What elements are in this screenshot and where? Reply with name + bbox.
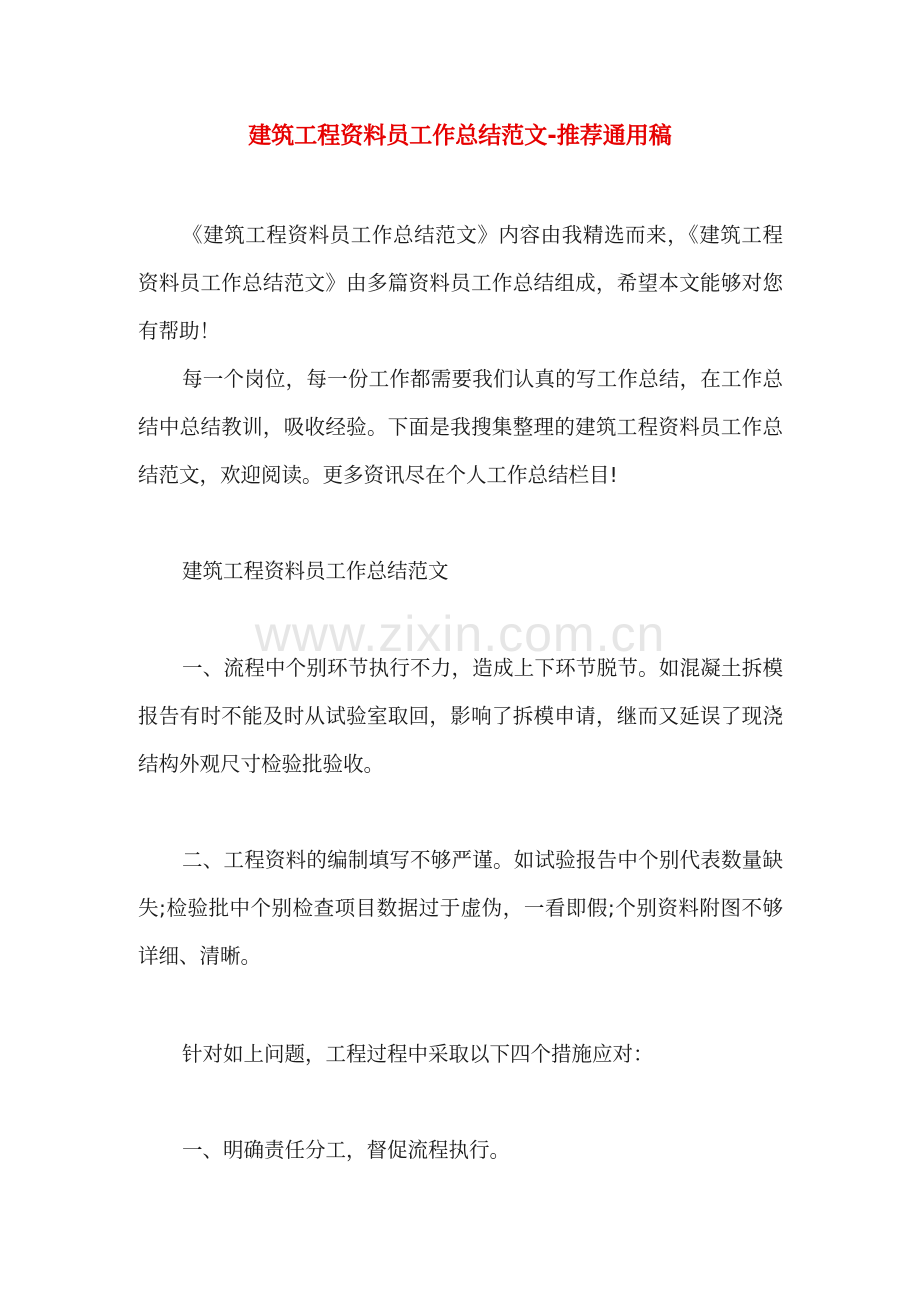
intro-paragraph: 《建筑工程资料员工作总结范文》内容由我精选而来，《建筑工程资料员工作总结范文》由多篇资料员工作总结组成，希望本文能够对您有帮助！ [138, 223, 783, 343]
measures-intro-paragraph: 针对如上问题，工程过程中采取以下四个措施应对： [182, 1042, 654, 1066]
section-heading: 建筑工程资料员工作总结范文 [182, 559, 449, 583]
background-paragraph: 每一个岗位，每一份工作都需要我们认真的写工作总结，在工作总结中总结教训，吸收经验。下面是我搜集整理的建筑工程资料员工作总结范文，欢迎阅读。更多资讯尽在个人工作总结栏目! [138, 367, 783, 487]
problem-two-paragraph: 二、工程资料的编制填写不够严谨。如试验报告中个别代表数量缺失;检验批中个别检查项目数据过于虚伪，一看即假;个别资料附图不够详细、清晰。 [138, 848, 783, 968]
problem-one-paragraph: 一、流程中个别环节执行不力，造成上下环节脱节。如混凝土拆模报告有时不能及时从试验室取回，影响了拆模申请，继而又延误了现浇结构外观尺寸检验批验收。 [138, 656, 783, 776]
document-title: 建筑工程资料员工作总结范文-推荐通用稿 [248, 123, 672, 149]
measure-one-heading: 一、明确责任分工，督促流程执行。 [182, 1138, 510, 1162]
watermark: www.zixin.com.cn [254, 606, 666, 662]
